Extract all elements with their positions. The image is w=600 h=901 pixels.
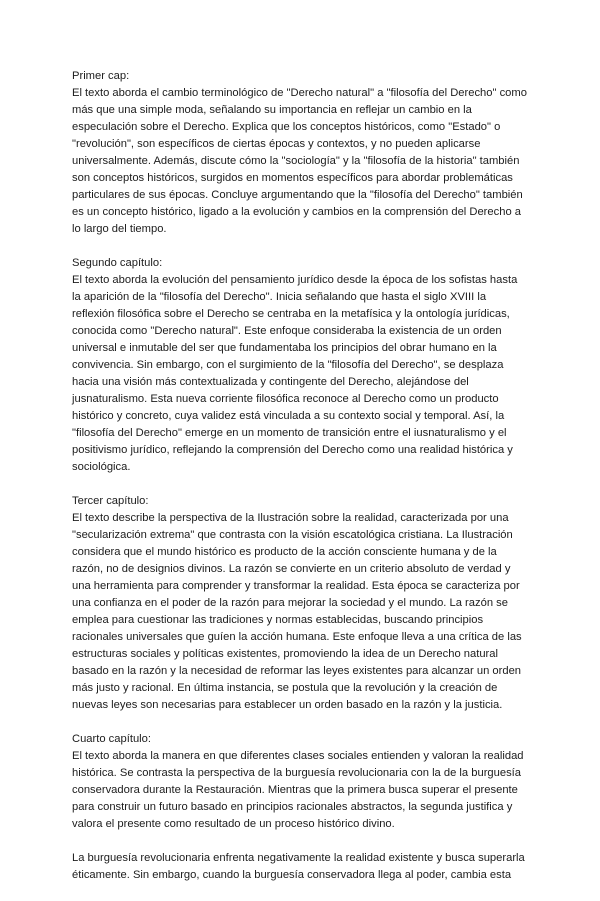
section-paragraph: El texto aborda el cambio terminológico de "Derecho natural" a "filosofía del Derecho" como más que una simple moda, señalando su importancia en reflejar un cambio en la especulación sobre el Derecho. Explica que los conceptos históricos, como "Estado" o "revolución", son específicos de ciertas épocas y contextos, y no pueden aplicarse universalmente. Además, discute cómo la "sociología" y la "filosofía de la historia" también son conceptos históricos, surgidos en momentos específicos para abordar problemáticas particulares de sus épocas. Concluye argumentando que la "filosofía del Derecho" también es un concepto histórico, ligado a la evolución y cambios en la comprensión del Derecho a lo largo del tiempo.: [72, 87, 527, 235]
document-page: [72, 68, 528, 901]
section-heading: Segundo capítulo:: [72, 257, 163, 269]
section-primer-cap: [72, 68, 528, 238]
section-heading: Primer cap:: [72, 70, 130, 82]
section-cuarto-capitulo: [72, 731, 528, 884]
section-paragraph: La burguesía revolucionaria enfrenta negativamente la realidad existente y busca superarla éticamente. Sin embargo, cuando la burguesía conservadora llega al poder, cambia esta: [72, 852, 525, 881]
section-heading: Tercer capítulo:: [72, 495, 149, 507]
section-heading: Cuarto capítulo:: [72, 733, 151, 745]
section-paragraph: El texto aborda la manera en que diferentes clases sociales entienden y valoran la realidad histórica. Se contrasta la perspectiva de la burguesía revolucionaria con la de la burguesía conservadora durante la Restauración. Mientras que la primera busca superar el presente para construir un futuro basado en principios racionales abstractos, la segunda justifica y valora el presente como resultado de un proceso histórico divino.: [72, 750, 524, 830]
section-paragraph: El texto describe la perspectiva de la Ilustración sobre la realidad, caracterizada por una "secularización extrema" que contrasta con la visión escatológica cristiana. La Ilustración considera que el mundo histórico es producto de la acción consciente humana y de la razón, no de designios divinos. La razón se convierte en un criterio absoluto de verdad y una herramienta para comprender y transformar la realidad. Esta época se caracteriza por una confianza en el poder de la razón para mejorar la sociedad y el mundo. La razón se emplea para cuestionar las tradiciones y normas establecidas, buscando principios racionales universales que guíen la acción humana. Este enfoque lleva a una crítica de las estructuras sociales y políticas existentes, promoviendo la idea de un Derecho natural basado en la razón y la necesidad de reformar las leyes existentes para alcanzar un orden más justo y racional. En última instancia, se postula que la revolución y la creación de nuevas leyes son necesarias para establecer un orden basado en la razón y la justicia.: [72, 512, 522, 711]
section-tercer-capitulo: [72, 493, 528, 714]
section-segundo-capitulo: [72, 255, 528, 476]
section-paragraph: El texto aborda la evolución del pensamiento jurídico desde la época de los sofistas hasta la aparición de la "filosofía del Derecho". Inicia señalando que hasta el siglo XVIII la reflexión filosófica sobre el Derecho se centraba en la metafísica y la ontología jurídicas, conocida como "Derecho natural". Este enfoque consideraba la existencia de un orden universal e inmutable del ser que fundamentaba los principios del obrar humano en la convivencia. Sin embargo, con el surgimiento de la "filosofía del Derecho", se desplaza hacia una visión más contextualizada y contingente del Derecho, alejándose del jusnaturalismo. Esta nueva corriente filosófica reconoce al Derecho como un producto histórico y concreto, cuya validez está vinculada a su contexto social y temporal. Así, la "filosofía del Derecho" emerge en un momento de transición entre el iusnaturalismo y el positivismo jurídico, reflejando la comprensión del Derecho como una realidad histórica y sociológica.: [72, 274, 518, 473]
